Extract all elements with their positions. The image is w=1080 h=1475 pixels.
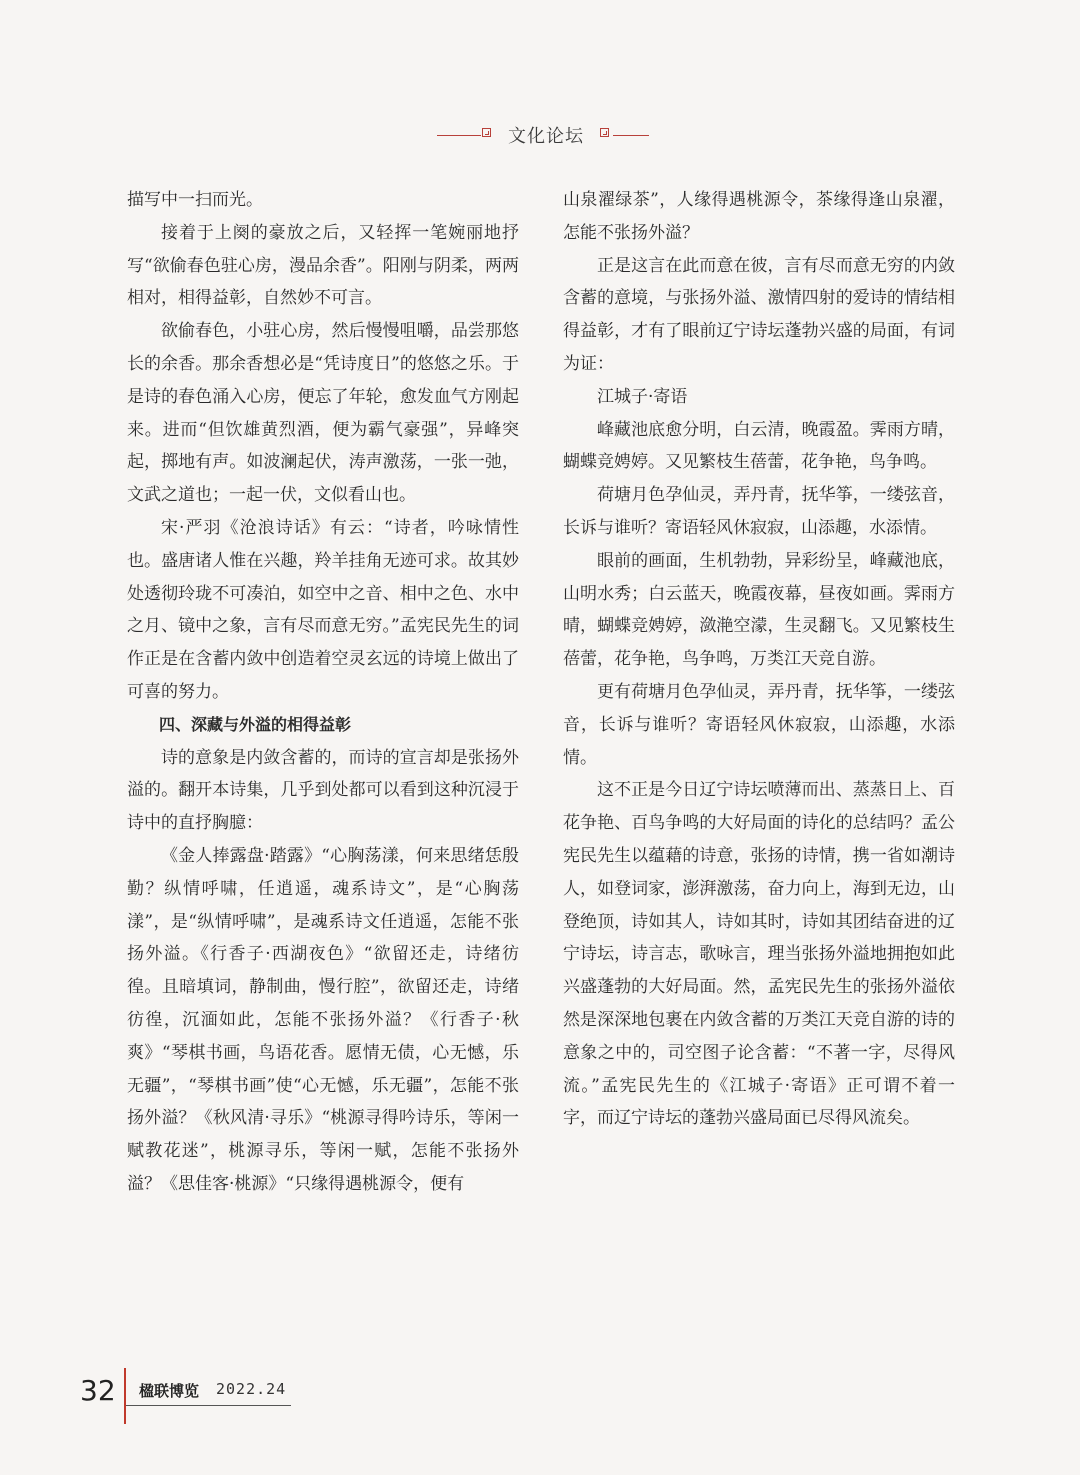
footer-accent-bar [124, 1368, 126, 1424]
paragraph: 接着于上阕的豪放之后，又轻挥一笔婉丽地抒写“欲偷春色驻心房，漫品余香”。阳刚与阴柔，两两相对，相得益彰，自然妙不可言。 [127, 222, 519, 309]
footer-rule [126, 1405, 291, 1406]
paragraph: 江城子·寄语 [597, 386, 688, 407]
paragraph: 眼前的画面，生机勃勃，异彩纷呈，峰藏池底，山明水秀；白云蓝天，晚霞夜幕，昼夜如画。霁雨方晴，蝴蝶竞娉婷，潋滟空濛，生灵翻飞。又见繁枝生蓓蕾，花争艳，鸟争鸣，万类江天竞自游。 [563, 550, 955, 670]
paragraph: 描写中一扫而光。 [127, 190, 263, 210]
paragraph: 荷塘月色孕仙灵，弄丹青，抚华筝，一缕弦音，长诉与谁听？寄语轻风休寂寂，山添趣，水添情。 [563, 485, 955, 538]
section-heading: 四、深藏与外溢的相得益彰 [159, 714, 352, 734]
header-rule-left [437, 135, 481, 136]
page-footer [0, 1360, 1080, 1430]
paragraph: 诗的意象是内敛含蓄的，而诗的宣言却是张扬外溢的。翻开本诗集，几乎到处都可以看到这种沉浸于诗中的直抒胸臆： [127, 747, 519, 834]
header-ornament-left-icon [482, 128, 491, 137]
paragraph: 这不正是今日辽宁诗坛喷薄而出、蒸蒸日上、百花争艳、百鸟争鸣的大好局面的诗化的总结吗？孟公宪民先生以蕴藉的诗意，张扬的诗情，携一省如潮诗人，如登词家，澎湃激荡，奋力向上，海到无边，山登绝顶，诗如其人，诗如其时，诗如其团结奋进的辽宁诗坛，诗言志，歌咏言，理当张扬外溢地拥抱如此兴盛蓬勃的大好局面。然，孟宪民先生的张扬外溢依然是深深地包裹在内敛含蓄的万类江天竞自游的诗的意象之中的，司空图子论含蓄：“不著一字，尽得风流。”孟宪民先生的《江城子·寄语》正可谓不着一字，而辽宁诗坛的蓬勃兴盛局面已尽得风流矣。 [563, 780, 955, 1129]
paragraph: 欲偷春色，小驻心房，然后慢慢咀嚼，品尝那悠长的余香。那余香想必是“凭诗度日”的悠悠之乐。于是诗的春色涌入心房，便忘了年轮，愈发血气方刚起来。进而“但饮雄黄烈酒，便为霸气豪强”，异峰突起，掷地有声。如波澜起伏，涛声激荡，一张一弛，文武之道也；一起一伏，文似看山也。 [127, 321, 519, 506]
magazine-name: 楹联博览 [139, 1382, 200, 1400]
left-column [127, 184, 519, 1201]
paragraph: 更有荷塘月色孕仙灵，弄丹青，抚华筝，一缕弦音，长诉与谁听？寄语轻风休寂寂，山添趣，水添情。 [563, 681, 955, 768]
right-column [563, 184, 955, 1135]
section-header [0, 118, 1080, 154]
paragraph: 《金人捧露盘·踏露》“心胸荡漾，何来思绪恁殷勤？纵情呼啸，任逍遥，魂系诗文”，是“心胸荡漾”，是“纵情呼啸”，是魂系诗文任逍遥，怎能不张扬外溢。《行香子·西湖夜色》“欲留还走，诗绪彷徨。且暗填词，静制曲，慢行腔”，欲留还走，诗绪彷徨，沉湎如此，怎能不张扬外溢？《行香子·秋爽》“琴棋书画，鸟语花香。愿情无债，心无憾，乐无疆”，“琴棋书画”使“心无憾，乐无疆”，怎能不张扬外溢？《秋风清·寻乐》“桃源寻得吟诗乐，等闲一赋教花迷”，桃源寻乐，等闲一赋，怎能不张扬外溢？《思佳客·桃源》“只缘得遇桃源令，便有 [127, 845, 519, 1194]
section-title: 文化论坛 [508, 126, 584, 147]
header-ornament-right-icon [600, 128, 609, 137]
paragraph: 峰藏池底愈分明，白云清，晚霞盈。霁雨方晴，蝴蝶竞娉婷。又见繁枝生蓓蕾，花争艳，鸟争鸣。 [563, 419, 955, 473]
issue-number: 2022.24 [216, 1380, 287, 1398]
paragraph: 宋·严羽《沧浪诗话》有云：“诗者，吟咏情性也。盛唐诸人惟在兴趣，羚羊挂角无迹可求。故其妙处透彻玲珑不可凑泊，如空中之音、相中之色、水中之月、镜中之象，言有尽而意无穷。”孟宪民先生的词作正是在含蓄内敛中创造着空灵玄远的诗境上做出了可喜的努力。 [127, 517, 519, 702]
page-number: 32 [80, 1374, 116, 1407]
header-rule-right [613, 135, 649, 136]
paragraph: 山泉濯绿茶”，人缘得遇桃源令，茶缘得逢山泉濯，怎能不张扬外溢？ [563, 190, 955, 243]
paragraph: 正是这言在此而意在彼，言有尽而意无穷的内敛含蓄的意境，与张扬外溢、激情四射的爱诗的情结相得益彰，才有了眼前辽宁诗坛蓬勃兴盛的局面，有词为证： [563, 255, 955, 374]
